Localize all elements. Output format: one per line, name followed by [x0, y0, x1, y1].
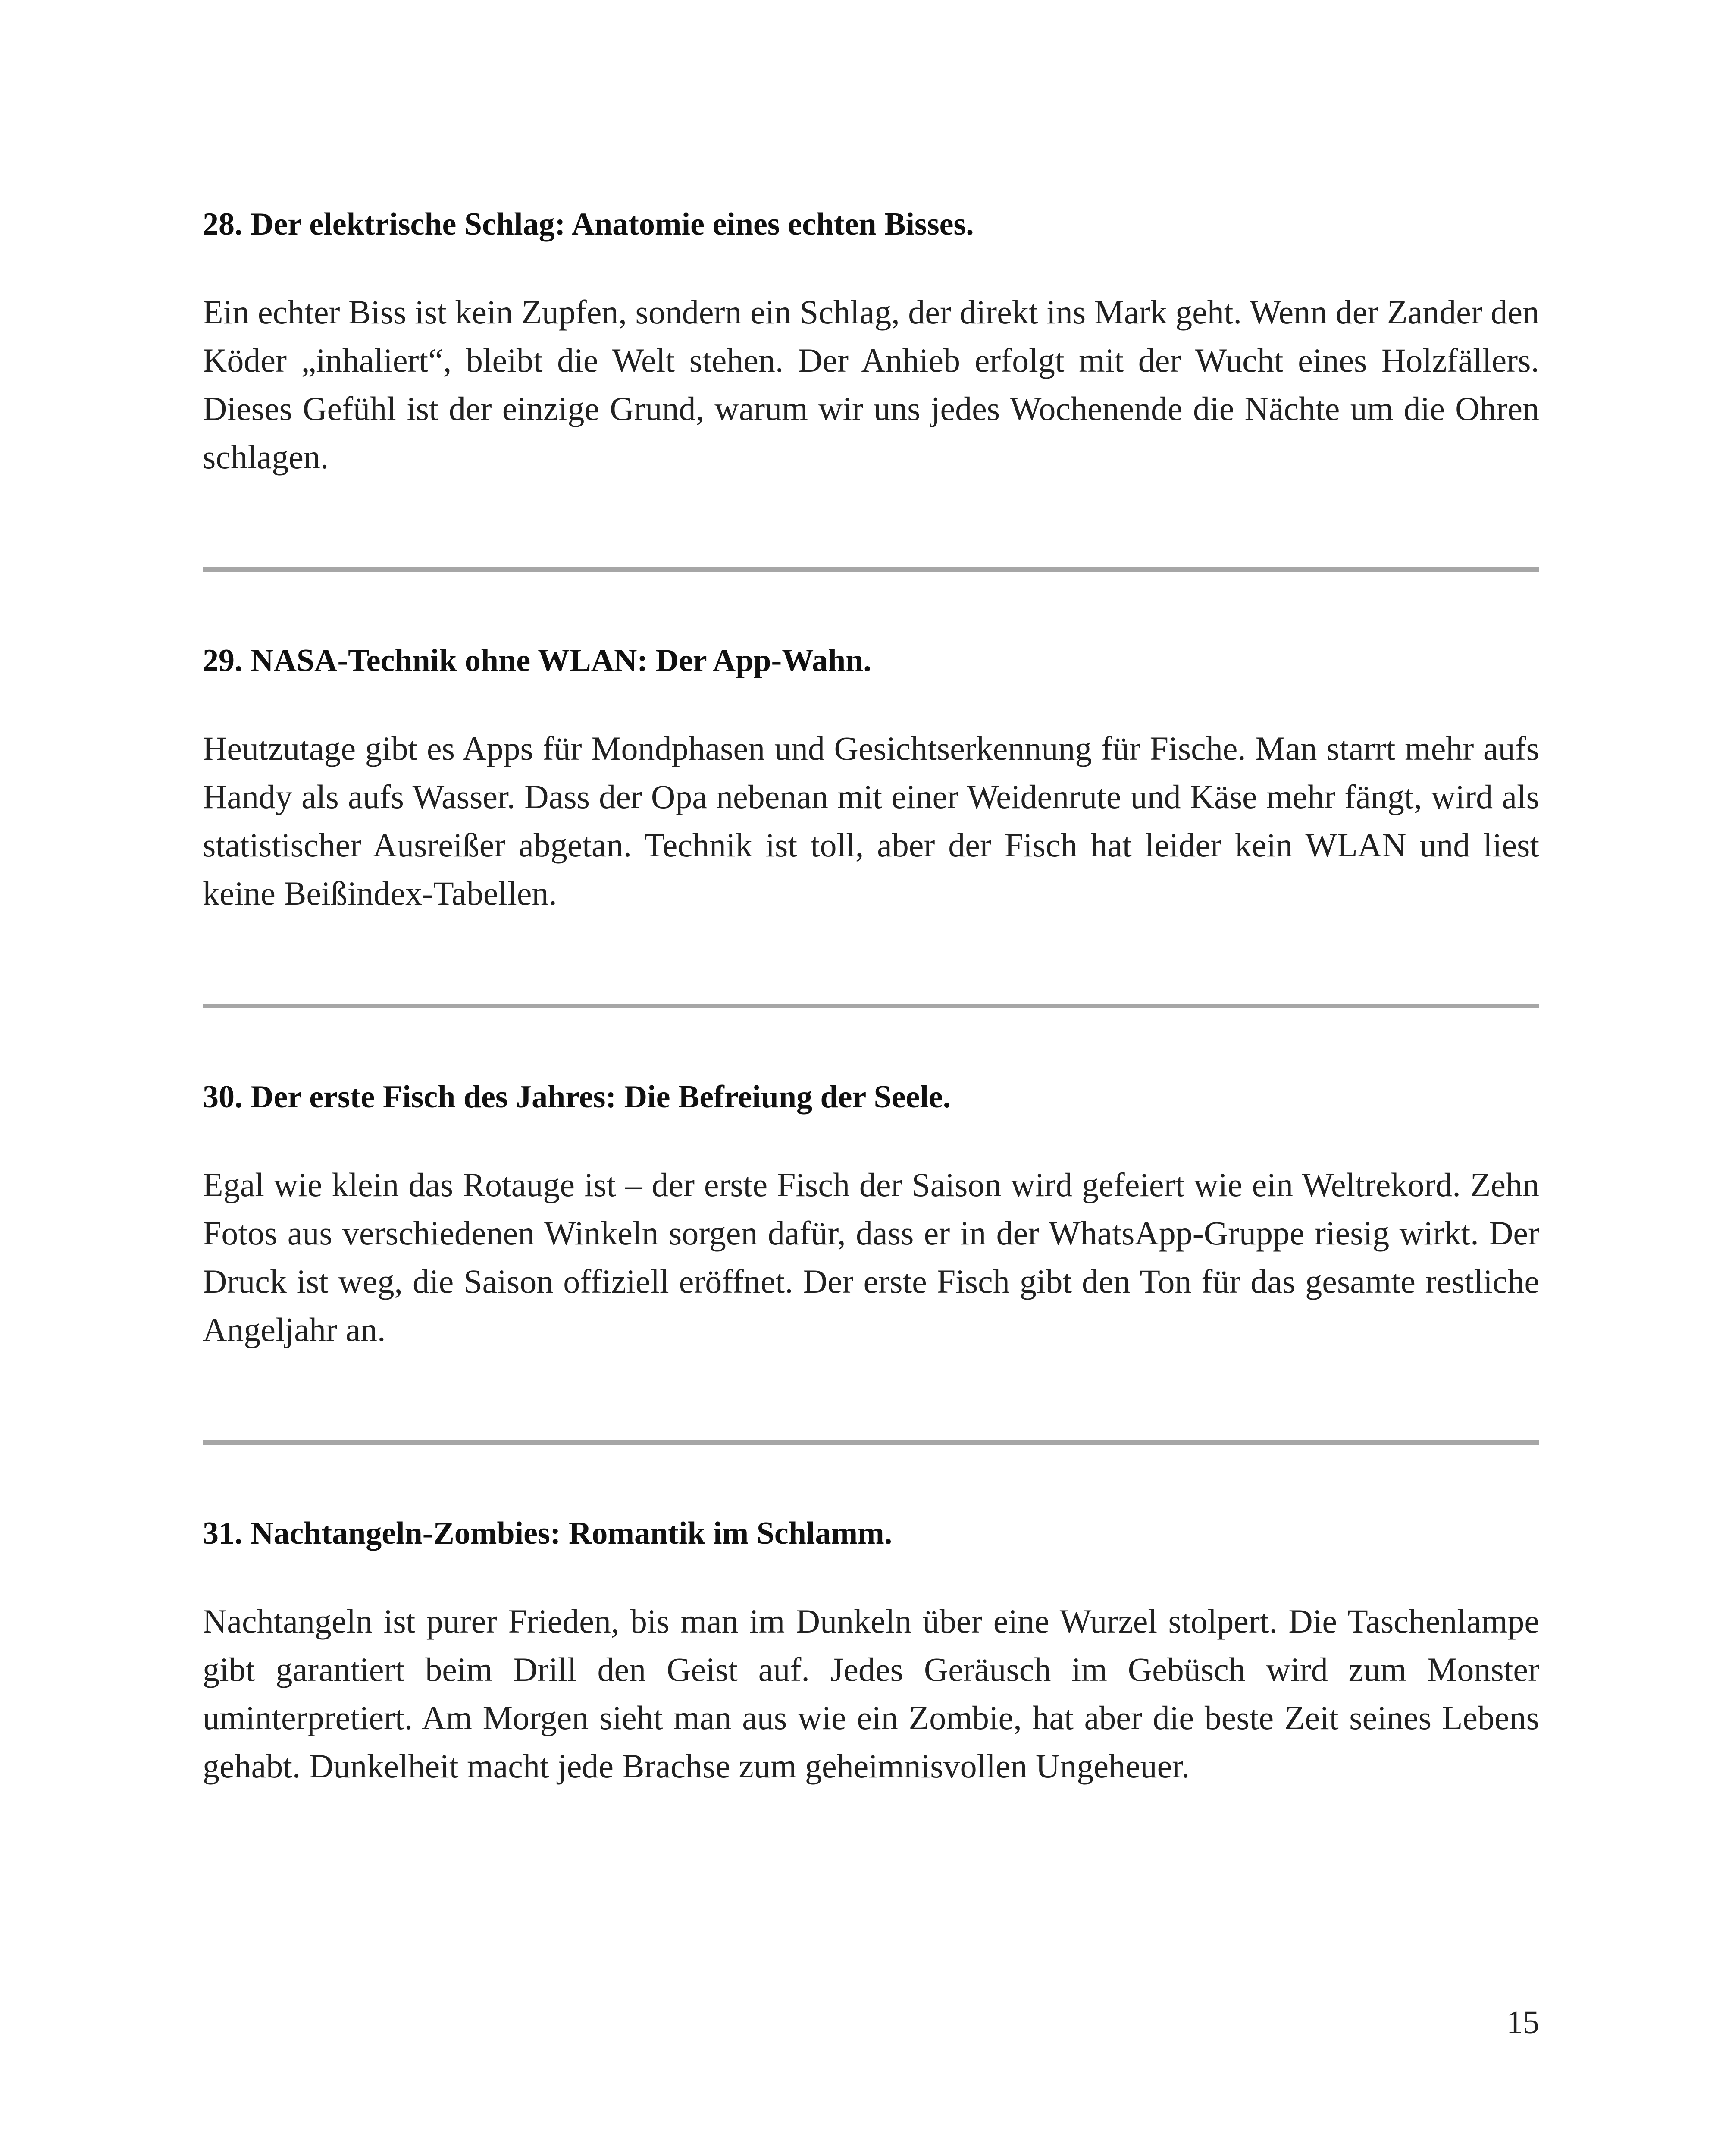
section-divider: [203, 1004, 1539, 1008]
section-divider: [203, 567, 1539, 572]
section-heading: 29. NASA-Technik ohne WLAN: Der App-Wahn.: [203, 643, 871, 678]
section-31: [203, 1512, 1539, 1790]
section-body: Nachtangeln ist purer Frieden, bis man im Dunkeln über eine Wurzel stolpert. Die Taschenlampe gibt garantiert beim Drill den Geist auf. Jedes Geräusch im Gebüsch wird zum Monster uminterpretiert. Am Morgen sieht man aus wie ein Zombie, hat aber die beste Zeit seines Lebens gehabt. Dunkelheit macht jede Brachse zum geheimnisvollen Ungeheuer.: [203, 1602, 1539, 1785]
page-number: 15: [1506, 2004, 1539, 2040]
section-heading: 28. Der elektrische Schlag: Anatomie eines echten Bisses.: [203, 207, 974, 242]
section-heading: 30. Der erste Fisch des Jahres: Die Befreiung der Seele.: [203, 1079, 951, 1115]
section-body: Heutzutage gibt es Apps für Mondphasen und Gesichtserkennung für Fische. Man starrt mehr aufs Handy als aufs Wasser. Dass der Opa nebenan mit einer Weidenrute und Käse mehr fängt, wird als statistischer Ausreißer abgetan. Technik ist toll, aber der Fisch hat leider kein WLAN und liest keine Beißindex-Tabellen.: [203, 730, 1539, 912]
section-body: Egal wie klein das Rotauge ist – der erste Fisch der Saison wird gefeiert wie ein Weltrekord. Zehn Fotos aus verschiedenen Winkeln sorgen dafür, dass er in der WhatsApp-Gruppe riesig wirkt. Der Druck ist weg, die Saison offiziell eröffnet. Der erste Fisch gibt den Ton für das gesamte restliche Angeljahr an.: [203, 1166, 1539, 1348]
page-content: [203, 203, 1539, 1790]
section-body: Ein echter Biss ist kein Zupfen, sondern ein Schlag, der direkt ins Mark geht. Wenn der Zander den Köder „inhaliert“, bleibt die Welt stehen. Der Anhieb erfolgt mit der Wucht eines Holzfällers. Dieses Gefühl ist der einzige Grund, warum wir uns jedes Wochenende die Nächte um die Ohren schlagen.: [203, 293, 1539, 476]
section-30: [203, 1075, 1539, 1354]
section-29: [203, 639, 1539, 918]
section-28: [203, 203, 1539, 481]
section-divider: [203, 1440, 1539, 1445]
section-heading: 31. Nachtangeln-Zombies: Romantik im Schlamm.: [203, 1516, 893, 1551]
